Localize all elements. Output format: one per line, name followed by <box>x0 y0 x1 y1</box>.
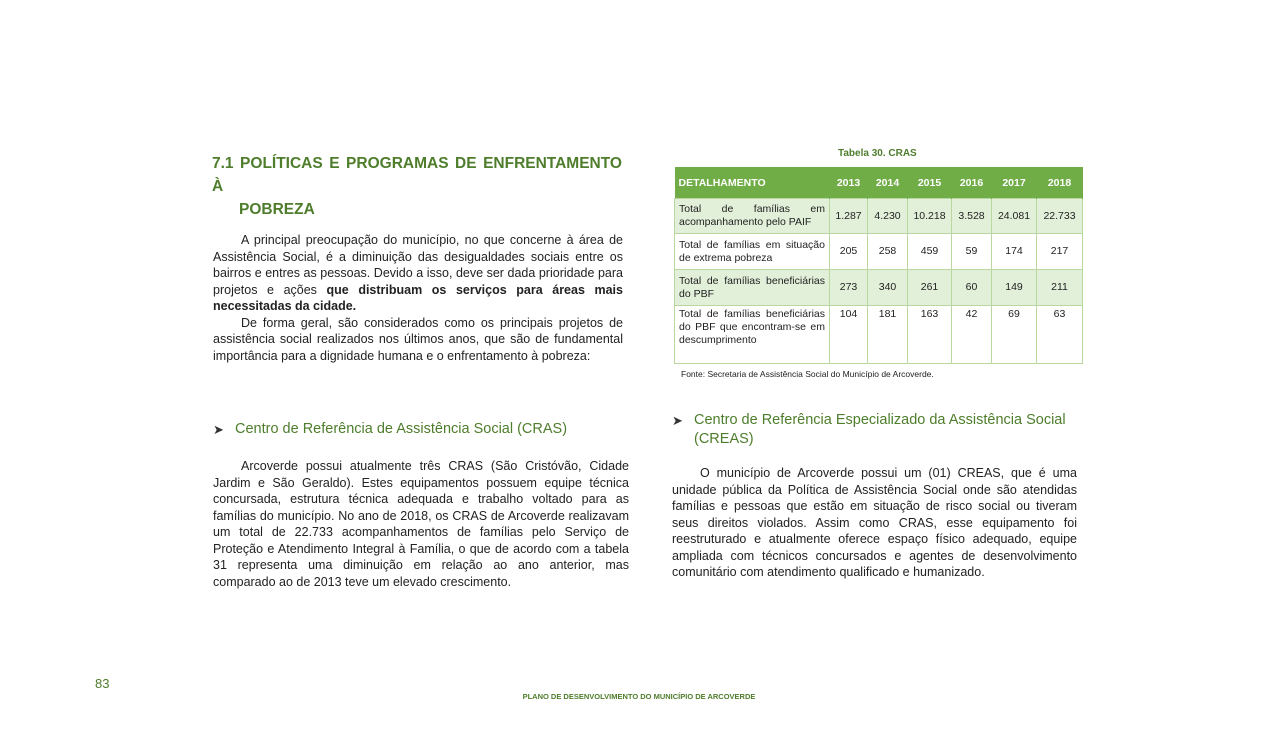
creas-heading-text: Centro de Referência Especializado da Assistência Social (CREAS) <box>694 412 1066 447</box>
table-cell: 3.528 <box>952 199 992 234</box>
table-row <box>675 234 1083 270</box>
arrow-bullet-icon: ➤ <box>213 422 224 437</box>
cras-paragraph: Arcoverde possui atualmente três CRAS (São Cristóvão, Cidade Jardim e São Geraldo). Estes equipamentos possuem equipe técnica concursada, estrutura técnica adequada e trabalho voltado para as famílias do município. No ano de 2018, os CRAS de Arcoverde realizavam um total de 22.733 acompanhamentos de famílias pelo Serviço de Proteção e Atendimento Integral à Família, o que de acordo com a tabela 31 representa uma diminuição em relação ao ano anterior, mas comparado ao de 2013 teve um elevado crescimento. <box>213 459 629 589</box>
table-cell: 60 <box>952 270 992 306</box>
section-title-line1: 7.1 POLÍTICAS E PROGRAMAS DE ENFRENTAMENTO À <box>212 155 622 195</box>
header-2018: 2018 <box>1037 167 1083 199</box>
table-cell: 1.287 <box>830 199 868 234</box>
arrow-bullet-icon: ➤ <box>672 413 683 428</box>
table-cell: 59 <box>952 234 992 270</box>
table-cell: 149 <box>992 270 1037 306</box>
page-footer: PLANO DE DESENVOLVIMENTO DO MUNICÍPIO DE ARCOVERDE <box>522 692 756 701</box>
intro-paragraph-2: De forma geral, são considerados como os principais projetos de assistência social realizados nos últimos anos, que são de fundamental importância para a dignidade humana e o enfrentamento à pobreza: <box>213 315 623 363</box>
header-2017: 2017 <box>992 167 1037 199</box>
creas-heading <box>672 411 1078 449</box>
row-label: Total de famílias beneficiárias do PBF <box>675 270 830 306</box>
row-label: Total de famílias beneficiárias do PBF que encontram-se em descumprimento <box>675 306 830 364</box>
intro-paragraph-1 <box>213 232 623 315</box>
intro-text <box>213 232 623 364</box>
header-2014: 2014 <box>868 167 908 199</box>
intro-paragraph-1-bold: que distribuam os serviços para áreas mais necessitadas da cidade. <box>213 282 623 313</box>
table-source: Fonte: Secretaria de Assistência Social do Município de Arcoverde. <box>681 369 934 379</box>
table-cell: 163 <box>908 306 952 364</box>
table-cell: 174 <box>992 234 1037 270</box>
table-cell: 273 <box>830 270 868 306</box>
header-detalhamento: DETALHAMENTO <box>675 167 830 199</box>
table-cell: 104 <box>830 306 868 364</box>
table-cell: 4.230 <box>868 199 908 234</box>
table-caption: Tabela 30. CRAS <box>838 148 917 159</box>
table-cell: 258 <box>868 234 908 270</box>
table-cell: 459 <box>908 234 952 270</box>
row-label: Total de famílias em acompanhamento pelo PAIF <box>675 199 830 234</box>
cras-text <box>213 458 629 590</box>
table-cell: 205 <box>830 234 868 270</box>
table-cell: 24.081 <box>992 199 1037 234</box>
intro-paragraph-1-text: A principal preocupação do município, no que concerne à área de Assistência Social, é a diminuição das desigualdades sociais entre os bairros e entres as pessoas. Devido a isso, deve ser dada prioridade para projetos e ações <box>213 233 623 297</box>
table-cell: 217 <box>1037 234 1083 270</box>
table-row <box>675 270 1083 306</box>
section-title-line2: POBREZA <box>239 201 315 218</box>
header-2013: 2013 <box>830 167 868 199</box>
table-cell: 63 <box>1037 306 1083 364</box>
table-cell: 10.218 <box>908 199 952 234</box>
table-cell: 261 <box>908 270 952 306</box>
table-cell: 340 <box>868 270 908 306</box>
page-number: 83 <box>95 676 110 691</box>
header-2015: 2015 <box>908 167 952 199</box>
header-2016: 2016 <box>952 167 992 199</box>
table-header-row <box>675 167 1083 199</box>
cras-heading <box>213 420 633 439</box>
table-cell: 42 <box>952 306 992 364</box>
cras-table <box>674 167 1083 364</box>
row-label: Total de famílias em situação de extrema pobreza <box>675 234 830 270</box>
creas-text <box>672 465 1077 581</box>
table-cell: 181 <box>868 306 908 364</box>
table-row <box>675 199 1083 234</box>
creas-paragraph: O município de Arcoverde possui um (01) CREAS, que é uma unidade pública da Política de Assistência Social onde são atendidas famílias e pessoas que estão em situação de risco social ou tiveram seus direitos violados. Assim como CRAS, esse equipamento foi reestruturado e atualmente oferece espaço físico adequado, equipe ampliada com técnicos concursados e agentes de desenvolvimento comunitário com atendimento qualificado e humanizado. <box>672 466 1077 579</box>
table-cell: 69 <box>992 306 1037 364</box>
table-row <box>675 306 1083 364</box>
table-cell: 211 <box>1037 270 1083 306</box>
section-title <box>212 152 622 221</box>
cras-heading-text: Centro de Referência de Assistência Social (CRAS) <box>235 421 568 437</box>
table-cell: 22.733 <box>1037 199 1083 234</box>
